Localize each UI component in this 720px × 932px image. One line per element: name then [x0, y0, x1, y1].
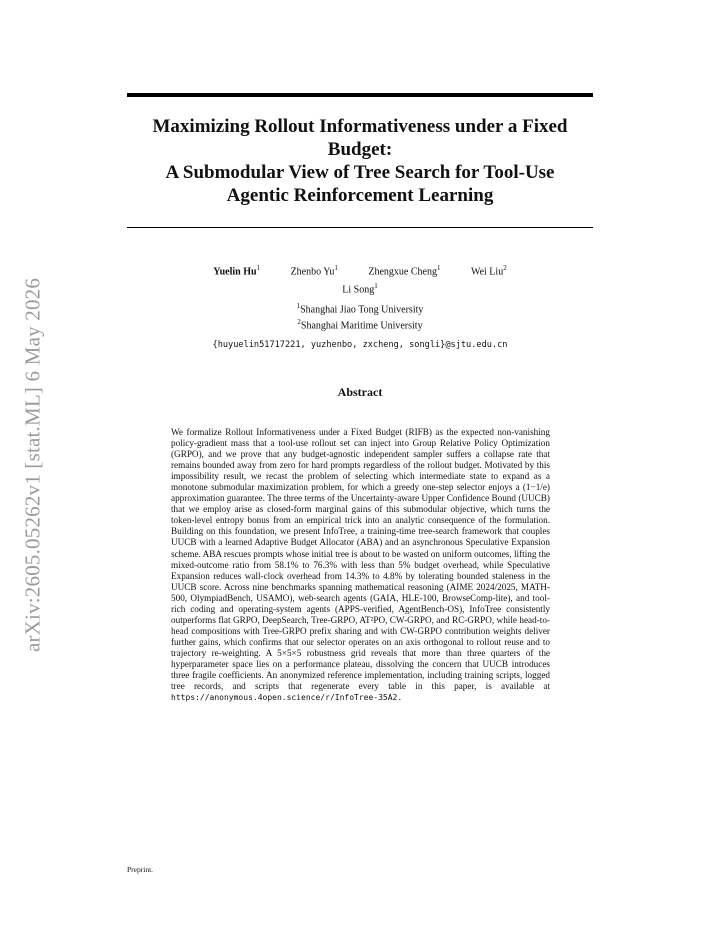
preprint-footer: Preprint.: [127, 865, 154, 874]
title-line: Agentic Reinforcement Learning: [226, 185, 494, 206]
author-name: Li Song: [342, 284, 375, 296]
author-name: Zhengxue Cheng: [368, 266, 437, 278]
abstract-url[interactable]: https://anonymous.4open.science/r/InfoTree-35A2.: [171, 693, 403, 703]
author: [368, 261, 440, 279]
author-affiliation-mark: 1: [334, 264, 338, 272]
arxiv-identifier-text: arXiv:2605.05262v1 [stat.ML] 6 May 2026: [20, 277, 45, 653]
affiliation-mark: 2: [297, 318, 301, 327]
author-row: [127, 279, 593, 297]
author-affiliation-mark: 1: [374, 282, 378, 291]
affiliation-name: Shanghai Jiao Tong University: [300, 304, 424, 316]
title-line: Budget:: [327, 139, 393, 160]
author-emails: {huyuelin51717221, yuzhenbo, zxcheng, songli}@sjtu.edu.cn: [212, 340, 508, 350]
abstract-body: [171, 427, 550, 703]
affiliation: [127, 300, 593, 316]
arxiv-identifier-stamp: [20, 255, 46, 675]
author-affiliation-mark: 1: [256, 264, 261, 272]
abstract-heading: Abstract: [337, 385, 383, 399]
author-name: Yuelin Hu: [213, 266, 257, 278]
author-affiliation-mark: 1: [436, 264, 441, 272]
author-row: [127, 261, 593, 279]
author-name: Wei Liu: [470, 266, 504, 278]
abstract-text: We formalize Rollout Informativeness under a Fixed Budget (RIFB) as the expected non-vanishing policy-gradient mass that a tool-use rollout set can inject into Group Relative Policy Optimization (GRPO), and we prove that any budget-agnostic independent sampler suffers a collapse rate that remains bounded away from zero for hard prompts regardless of the rollout budget. Motivated by this impossibility result, we recast the problem of selecting which intermediate state to expand as a monotone submodular maximization problem, for which a greedy one-step selector enjoys a (1−1/e) approximation guarantee. The three terms of the Uncertainty-aware Upper Confidence Bound (UUCB) that we employ arise as closed-form marginal gains of this submodular objective, which turns the token-level entropy bonus from an empirical trick into an analytic consequence of the formulation. Building on this foundation, we present InfoTree, a training-time tree-search framework that couples UUCB with a learned Adaptive Budget Allocator (ABA) and an asynchronous Speculative Expansion scheme. ABA rescues prompts whose initial tree is about to be wasted on uniform outcomes, lifting the mixed-outcome ratio from 58.1% to 76.3% with less than 5% budget overhead, while Speculative Expansion reduces wall-clock overhead from 14.3% to 4.8% by tolerating bounded staleness in the UUCB score. Across nine benchmarks spanning mathematical reasoning (AIME 2024/2025, MATH-500, OlympiadBench, USAMO), web-search agents (GAIA, HLE-100, BrowseComp-lite), and tool-rich coding and operating-system agents (APPS-verified, AgentBench-OS), InfoTree consistently outperforms flat GRPO, DeepSearch, Tree-GRPO, AT²PO, CW-GRPO, and RC-GRPO, while head-to-head compositions with Tree-GRPO prefix sharing and with CW-GRPO contribution weights deliver further gains, which confirms that our selector operates on an axis orthogonal to rollout reuse and to trajectory re-weighting. A 5×5×5 robustness grid reveals that more than three quarters of the hyperparameter space lies on a performance plateau, dissolving the concern that UUCB introduces three fragile coefficients. An anonymized reference implementation, including training scripts, logged tree records, and scripts that regenerate every table in this paper, is available at: [171, 427, 550, 692]
author-affiliation-mark: 2: [503, 264, 507, 272]
paper-title: [127, 115, 593, 207]
author: [342, 279, 377, 297]
author-list: [127, 261, 593, 298]
author: [213, 261, 260, 279]
affiliation: [127, 316, 593, 332]
title-line: A Submodular View of Tree Search for Tool-Use: [165, 162, 555, 183]
author: [291, 261, 338, 279]
affiliation-name: Shanghai Maritime University: [300, 320, 423, 332]
title-bottom-rule: [127, 227, 593, 228]
author: [471, 261, 507, 279]
affiliation-list: [127, 300, 593, 333]
author-name: Zhenbo Yu: [290, 266, 335, 278]
title-line: Maximizing Rollout Informativeness under a Fixed: [152, 116, 568, 137]
affiliation-mark: 1: [296, 302, 301, 310]
title-top-rule: [127, 93, 593, 97]
